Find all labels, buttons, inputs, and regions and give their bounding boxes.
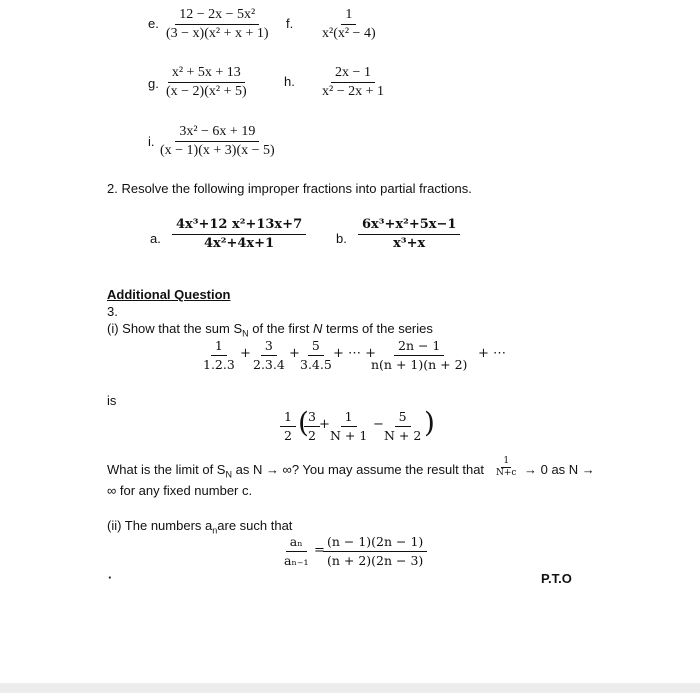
result-coef-den: 2 — [284, 428, 292, 443]
result-term-1-num: 3 — [304, 408, 320, 427]
part-ii-subscript: n — [212, 525, 218, 536]
problem-i-fraction — [156, 123, 279, 160]
result-term-2 — [326, 408, 371, 445]
result-term-1 — [304, 408, 320, 445]
part-i-end: terms of the series — [322, 321, 433, 336]
q2-a-denominator: 4x²+4x+1 — [204, 236, 275, 251]
series-term-n-num: 2n − 1 — [394, 337, 444, 356]
series-plus-1: + — [240, 346, 251, 361]
problem-h-numerator: 2x − 1 — [331, 64, 375, 83]
series-term-1-num: 1 — [211, 337, 227, 356]
result-op-2: − — [373, 417, 384, 432]
series-dots: + ⋯ + — [333, 346, 377, 361]
result-open-paren: ( — [298, 406, 309, 439]
part-i-subscript: N — [242, 328, 249, 339]
limit-fraction-num: 1 — [503, 456, 510, 466]
is-label: is — [107, 393, 117, 408]
problem-i-denominator: (x − 1)(x + 3)(x − 5) — [160, 143, 275, 158]
limit-q-part-2: as N → ∞? You may assume the result that — [231, 462, 485, 477]
stray-dot: · — [108, 570, 113, 585]
ratio-rhs-num: (n − 1)(2n − 1) — [323, 533, 427, 552]
problem-g-denominator: (x − 2)(x² + 5) — [166, 84, 247, 99]
additional-question-title: Additional Question — [107, 287, 231, 302]
series-term-1 — [199, 337, 239, 374]
q2-a-numerator: 4x³+12 x²+13x+7 — [172, 216, 306, 235]
ratio-lhs-den: aₙ₋₁ — [284, 553, 309, 568]
q2-b-numerator: 6x³+x²+5x−1 — [358, 216, 460, 235]
problem-e-denominator: (3 − x)(x² + x + 1) — [166, 26, 269, 41]
part-ii-rest: are such that — [217, 518, 293, 533]
q2-b-fraction — [358, 216, 460, 253]
result-term-1-den: 2 — [308, 428, 316, 443]
limit-q-subscript: N — [225, 469, 232, 480]
problem-g-numerator: x² + 5x + 13 — [168, 64, 245, 83]
result-term-2-den: N + 1 — [330, 428, 368, 443]
limit-question-line-1 — [107, 462, 484, 480]
problem-i-label: i. — [148, 134, 155, 149]
series-term-2 — [249, 337, 289, 374]
limit-question-line-2: ∞ for any fixed number c. — [107, 483, 253, 498]
ratio-rhs — [323, 533, 427, 570]
part-i-N: N — [312, 321, 323, 336]
problem-h-fraction — [318, 64, 388, 101]
problem-g-label: g. — [148, 76, 159, 91]
series-term-n — [367, 337, 471, 374]
result-term-3-num: 5 — [395, 408, 411, 427]
result-coefficient — [280, 408, 296, 445]
question-3-number: 3. — [107, 304, 118, 319]
problem-h-denominator: x² − 2x + 1 — [322, 84, 384, 99]
part-i-rest: of the first — [248, 321, 313, 336]
ratio-rhs-den: (n + 2)(2n − 3) — [327, 553, 424, 568]
problem-f-numerator: 1 — [341, 6, 356, 25]
q2-b-label: b. — [336, 231, 347, 246]
ratio-lhs-num: aₙ — [286, 533, 307, 552]
limit-question-line-1-end: → 0 as N → — [524, 462, 595, 477]
q2-b-denominator: x³+x — [393, 236, 426, 251]
problem-f-denominator: x²(x² − 4) — [322, 26, 376, 41]
result-close-paren: ) — [424, 406, 435, 439]
series-term-3-num: 5 — [308, 337, 324, 356]
problem-h-label: h. — [284, 74, 295, 89]
series-term-2-den: 2.3.4 — [253, 357, 285, 372]
part-ii-text: (ii) The numbers a — [107, 518, 213, 533]
result-op-1: + — [319, 417, 330, 432]
result-term-2-num: 1 — [341, 408, 357, 427]
part-ii-statement — [107, 518, 292, 536]
pto-label: P.T.O — [541, 571, 572, 586]
series-term-3 — [296, 337, 336, 374]
ratio-lhs — [280, 533, 312, 570]
series-term-n-den: n(n + 1)(n + 2) — [371, 357, 468, 372]
problem-f-label: f. — [286, 16, 294, 31]
part-i-text: (i) Show that the sum S — [107, 321, 243, 336]
limit-fraction-den: N+c — [496, 468, 517, 478]
problem-e-label: e. — [148, 16, 159, 31]
result-term-3-den: N + 2 — [384, 428, 422, 443]
ratio-equals: = — [314, 543, 325, 558]
problem-i-numerator: 3x² − 6x + 19 — [175, 123, 259, 142]
q2-a-label: a. — [150, 231, 161, 246]
result-coef-num: 1 — [280, 408, 296, 427]
limit-q-part-1: What is the limit of S — [107, 462, 226, 477]
question-2-heading: 2. Resolve the following improper fractions into partial fractions. — [107, 181, 472, 196]
series-tail: + ⋯ — [478, 346, 507, 361]
limit-fraction — [494, 456, 518, 479]
problem-f-fraction — [318, 6, 380, 43]
series-term-1-den: 1.2.3 — [203, 357, 235, 372]
result-term-3 — [380, 408, 425, 445]
problem-e-fraction — [162, 6, 273, 43]
problem-g-fraction — [162, 64, 251, 101]
series-term-3-den: 3.4.5 — [300, 357, 332, 372]
series-plus-2: + — [289, 346, 300, 361]
part-i-statement — [107, 321, 433, 339]
q2-a-fraction — [172, 216, 306, 253]
series-term-2-num: 3 — [261, 337, 277, 356]
problem-e-numerator: 12 − 2x − 5x² — [175, 6, 259, 25]
bottom-band — [0, 683, 700, 693]
